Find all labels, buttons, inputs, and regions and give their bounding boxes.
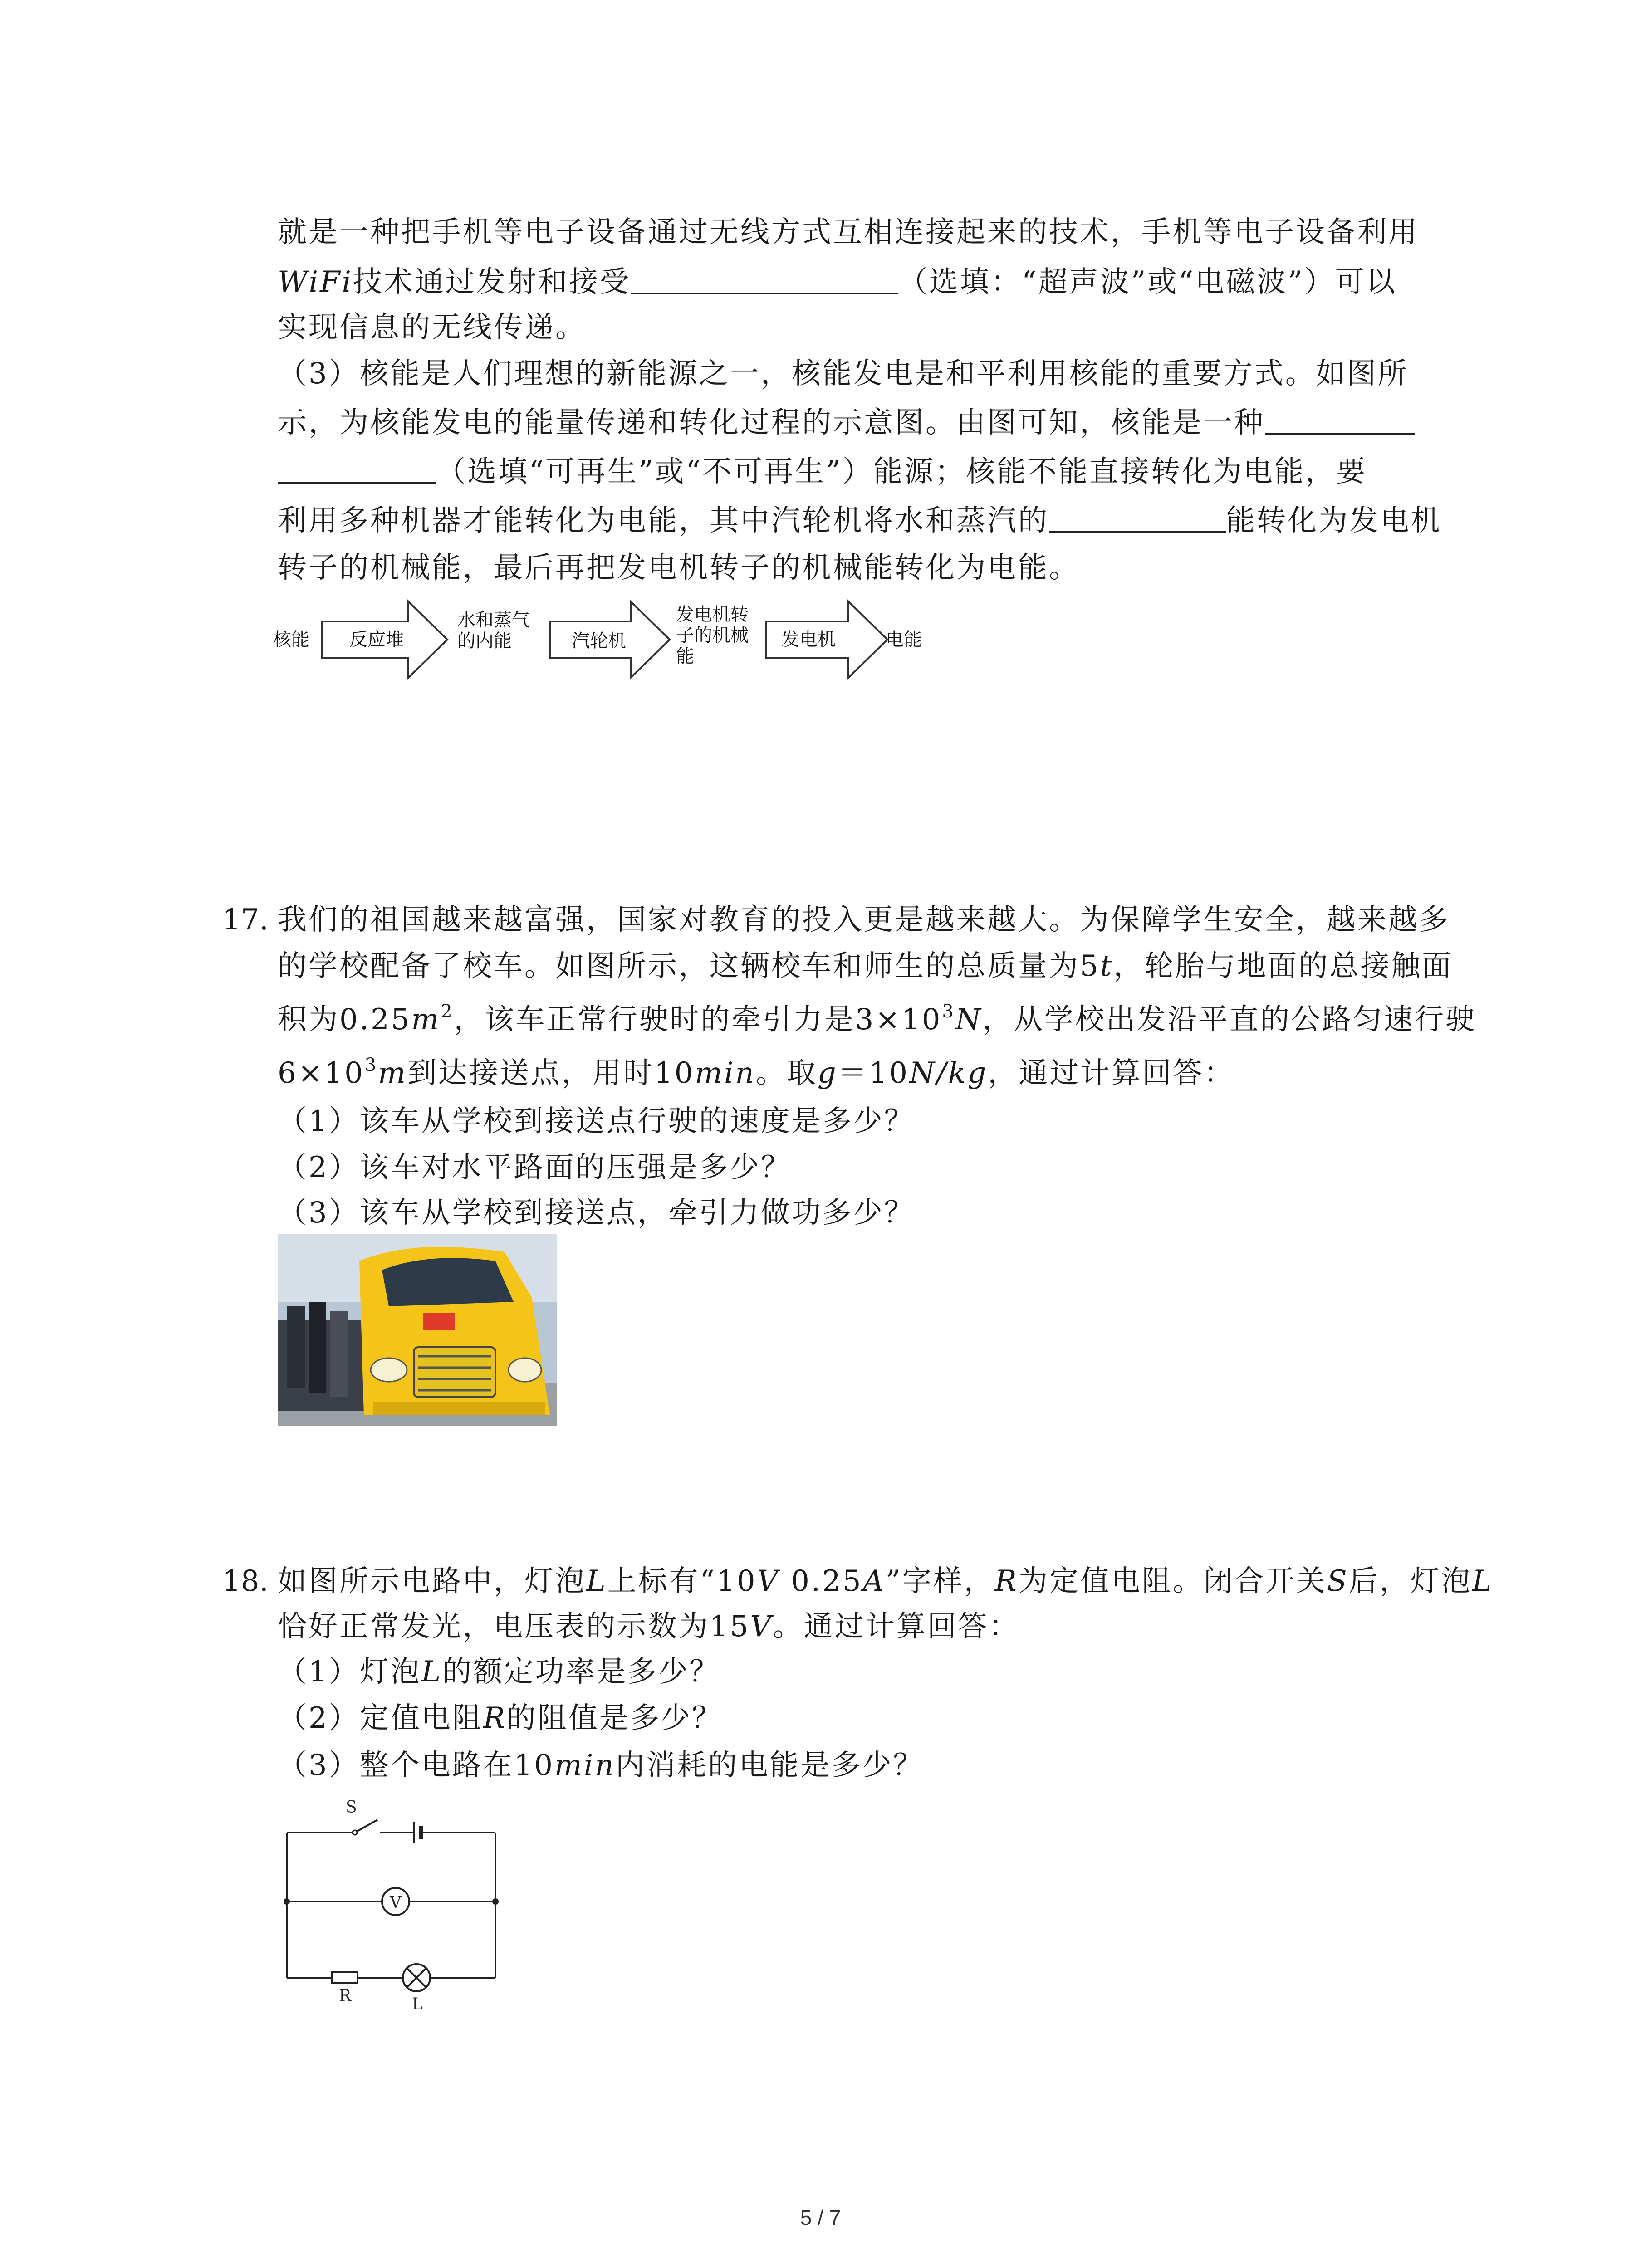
- unit-V: V: [757, 1564, 780, 1598]
- flow-box-turbine: 汽轮机: [572, 631, 626, 651]
- q18-sub3-text: （3）整个电路在10: [278, 1749, 555, 1782]
- q17-line2-tail: ，轮胎与地面的总接触面: [1113, 949, 1453, 983]
- answer-blank-3[interactable]: [1049, 506, 1226, 533]
- q17-sub3: （3）该车从学校到接送点，牵引力做功多少？: [278, 1196, 915, 1230]
- q17-line4-text: 到达接送点，用时10: [407, 1056, 695, 1090]
- lamp-label: L: [412, 1995, 423, 2014]
- voltmeter-label: V: [390, 1893, 402, 1912]
- circuit-svg: [278, 1796, 505, 2014]
- q17-line1: 我们的祖国越来越富强，国家对教育的投入更是越来越大。为保障学生安全，越来越多: [278, 903, 1450, 937]
- q18-number: 18.: [222, 1564, 269, 1598]
- q18-line2-text: 恰好正常发光，电压表的示数为15: [278, 1610, 750, 1643]
- q17-line4-tail: ，通过计算回答：: [988, 1056, 1235, 1090]
- exp-2: 2: [441, 1001, 454, 1022]
- q18-line1-text: 如图所示电路中，灯泡: [278, 1564, 586, 1598]
- q16-line2: [278, 264, 1397, 300]
- q16-part3-line3-text: （选填“可再生”或“不可再生”）能源；核能不能直接转化为电能，要: [436, 455, 1367, 489]
- q17-sub2: （2）该车对水平路面的压强是多少？: [278, 1151, 792, 1184]
- q17-line3-tail: ，从学校出发沿平直的公路匀速行驶: [982, 1003, 1476, 1036]
- unit-N: N: [955, 1003, 983, 1036]
- switch-blade: [355, 1820, 377, 1833]
- q18-line2: [278, 1608, 1020, 1645]
- q16-line3: 实现信息的无线传递。: [278, 311, 586, 344]
- q16-line2-text: 技术通过发射和接受: [353, 265, 631, 299]
- q18-sub3-tail: 内消耗的电能是多少？: [615, 1749, 924, 1782]
- symbol-L: L: [586, 1564, 607, 1598]
- flow-mid1-line2: 的内能: [457, 631, 512, 651]
- q18-line1-after: 后，灯泡: [1348, 1564, 1472, 1598]
- q18-sub1-text: （1）灯泡: [278, 1655, 421, 1689]
- q17-line3-force: ，该车正常行驶时的牵引力是3×10: [454, 1003, 942, 1036]
- q16-line2-options: （选填：“超声波”或“电磁波”）可以: [898, 265, 1397, 299]
- flow-mid2-line2: 子的机械: [676, 625, 749, 646]
- q16-part3-line4: [278, 503, 1442, 539]
- q18-line1-current: 0.25: [779, 1564, 863, 1598]
- q16-part3-line2: [278, 405, 1415, 441]
- circuit-diagram: [278, 1796, 505, 2014]
- answer-blank-1[interactable]: [631, 267, 898, 294]
- resistor-symbol: [332, 1972, 358, 1983]
- symbol-R: R: [994, 1564, 1019, 1598]
- q17-line4-dist: 6×10: [278, 1056, 365, 1090]
- page-number: 5 / 7: [800, 2206, 841, 2229]
- q16-part3-line1: （3）核能是人们理想的新能源之一，核能发电是和平利用核能的重要方式。如图所: [278, 357, 1409, 391]
- q17-line2: [278, 948, 1453, 984]
- school-bus-photo: [278, 1234, 557, 1426]
- symbol-L-3: L: [421, 1655, 443, 1689]
- q16-part3-line4-tail: 能转化为发电机: [1226, 504, 1442, 538]
- q17-line4: [278, 1055, 1234, 1091]
- wifi-term: WiFi: [278, 265, 353, 299]
- q16-part3-line2-text: 示，为核能发电的能量传递和转化过程的示意图。由图可知，核能是一种: [278, 406, 1265, 440]
- unit-m: m: [411, 1003, 441, 1036]
- unit-N-per-kg: N/kg: [909, 1056, 988, 1090]
- exp-3: 3: [942, 1001, 955, 1022]
- school-bus-image: [278, 1234, 557, 1426]
- symbol-S: S: [1327, 1564, 1349, 1598]
- unit-min-2: min: [554, 1749, 616, 1782]
- q18-line1: [278, 1563, 1493, 1599]
- unit-t: t: [1100, 949, 1114, 983]
- q18-sub2: [278, 1700, 723, 1736]
- q16-part3-line5: 转子的机械能，最后再把发电机转子的机械能转化为电能。: [278, 551, 1080, 585]
- switch-label: S: [346, 1798, 357, 1817]
- flow-start-label: 核能: [273, 629, 309, 650]
- q18-sub1-tail: 的额定功率是多少？: [442, 1655, 720, 1689]
- q18-sub3: [278, 1747, 924, 1784]
- symbol-R-2: R: [483, 1701, 507, 1735]
- q17-number: 17.: [222, 903, 269, 937]
- q16-part3-line4-text: 利用多种机器才能转化为电能，其中汽轮机将水和蒸汽的: [278, 504, 1049, 538]
- q16-line1: 就是一种把手机等电子设备通过无线方式互相连接起来的技术，手机等电子设备利用: [278, 215, 1419, 249]
- q18-line2-tail: 。通过计算回答：: [773, 1610, 1020, 1643]
- q17-line3: [278, 1002, 1476, 1038]
- answer-blank-2a[interactable]: [1265, 408, 1415, 435]
- q16-part3-line3: [278, 454, 1367, 490]
- q17-line3-text: 积为0.25: [278, 1003, 411, 1036]
- unit-min: min: [695, 1056, 756, 1090]
- q17-line4-eq: ＝10: [838, 1056, 910, 1090]
- q17-sub1: （1）该车从学校到接送点行驶的速度是多少？: [278, 1105, 915, 1138]
- answer-blank-2b[interactable]: [278, 457, 436, 484]
- q18-sub2-tail: 的阻值是多少？: [506, 1701, 723, 1735]
- energy-flow-diagram: [272, 594, 953, 694]
- exp-3b: 3: [364, 1055, 378, 1075]
- flow-mid2-line1: 发电机转: [676, 604, 749, 625]
- flow-mid2-line3: 能: [676, 646, 694, 667]
- unit-V-2: V: [750, 1610, 773, 1643]
- unit-A: A: [862, 1564, 886, 1598]
- unit-m2: m: [378, 1056, 407, 1090]
- q18-sub1: [278, 1654, 720, 1690]
- q18-sub2-text: （2）定值电阻: [278, 1701, 483, 1735]
- q17-line4-take: 。取: [755, 1056, 818, 1090]
- flow-mid1-line1: 水和蒸气: [457, 610, 530, 631]
- q18-line1-switch-text: 为定值电阻。闭合开关: [1018, 1564, 1327, 1598]
- symbol-g: g: [817, 1056, 838, 1090]
- flow-end-label: 电能: [886, 629, 922, 650]
- flow-box-generator: 发电机: [781, 629, 836, 650]
- q17-line2-text: 的学校配备了校车。如图所示，这辆校车和师生的总质量为5: [278, 949, 1100, 983]
- resistor-label: R: [339, 1987, 352, 2005]
- q18-line1-word: ”字样，: [885, 1564, 995, 1598]
- symbol-L-2: L: [1472, 1564, 1494, 1598]
- q18-line1-mark: 上标有“10: [607, 1564, 757, 1598]
- flow-box-reactor: 反应堆: [349, 629, 404, 650]
